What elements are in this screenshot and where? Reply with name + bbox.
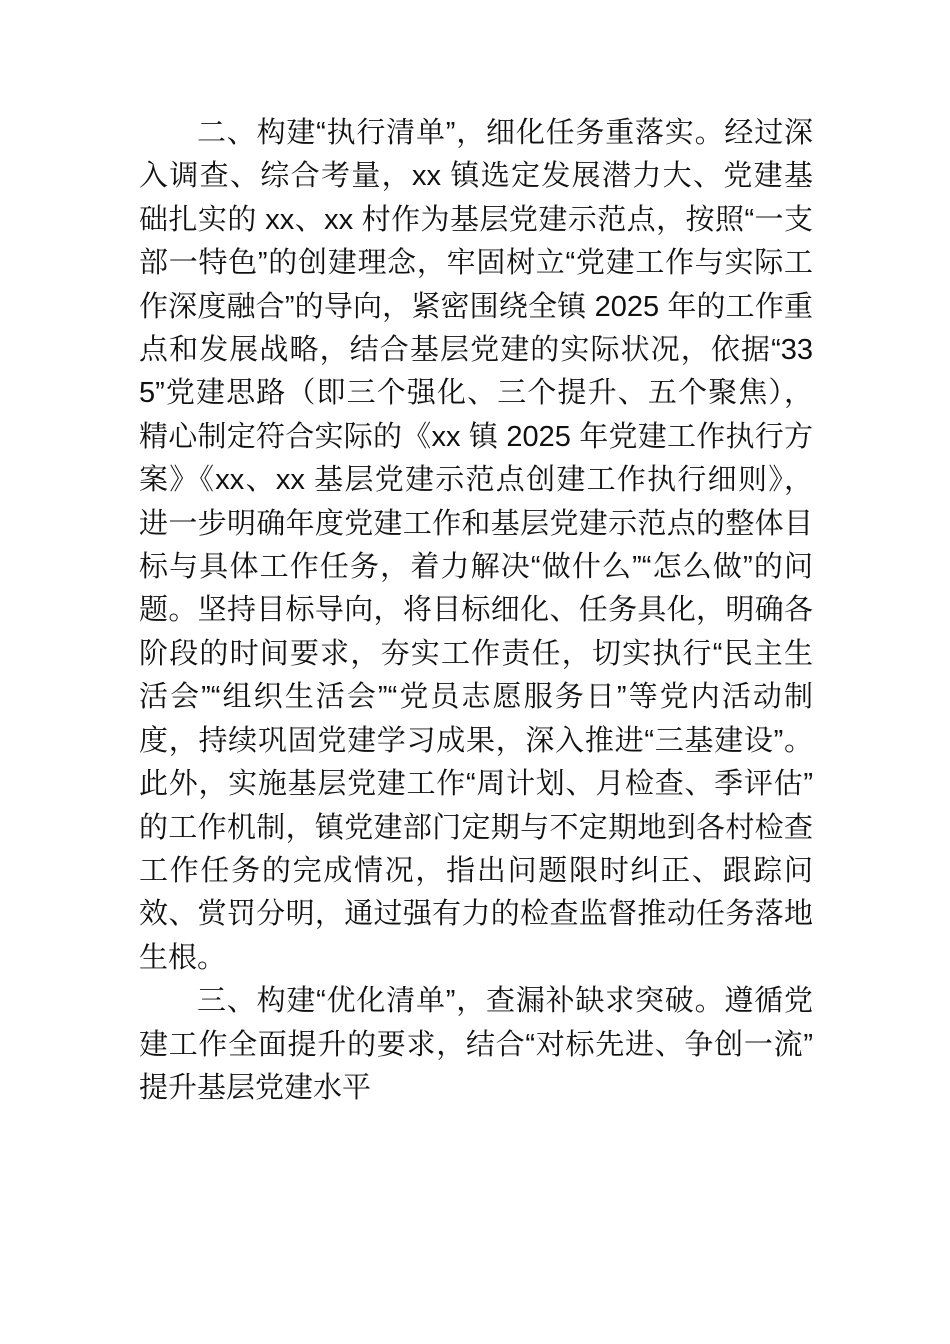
document-text-body [139, 112, 813, 1110]
paragraph-section-three: 三、构建“优化清单”，查漏补缺求突破。遵循党建工作全面提升的要求，结合“对标先进、争创一流”提升基层党建水平 [139, 985, 813, 1104]
paragraph-section-two: 二、构建“执行清单”，细化任务重落实。经过深入调查、综合考量，xx 镇选定发展潜力大、党建基础扎实的 xx、xx 村作为基层党建示范点，按照“一支部一特色”的创建理念，牢固树立“党建工作与实际工作深度融合”的导向，紧密围绕全镇 2025 年的工作重点和发展战略，结合基层党建的实际状况，依据“335”党建思路（即三个强化、三个提升、五个聚焦），精心制定符合实际的《xx 镇 2025 年党建工作执行方案》《xx、xx 基层党建示范点创建工作执行细则》，进一步明确年度党建工作和基层党建示范点的整体目标与具体工作任务，着力解决“做什么”“怎么做”的问题。坚持目标导向，将目标细化、任务具化，明确各阶段的时间要求，夯实工作责任，切实执行“民主生活会”“组织生活会”“党员志愿服务日”等党内活动制度，持续巩固党建学习成果，深入推进“三基建设”。此外，实施基层党建工作“周计划、月检查、季评估”的工作机制，镇党建部门定期与不定期地到各村检查工作任务的完成情况，指出问题限时纠正、跟踪问效、赏罚分明，通过强有力的检查监督推动任务落地生根。 [139, 117, 813, 974]
